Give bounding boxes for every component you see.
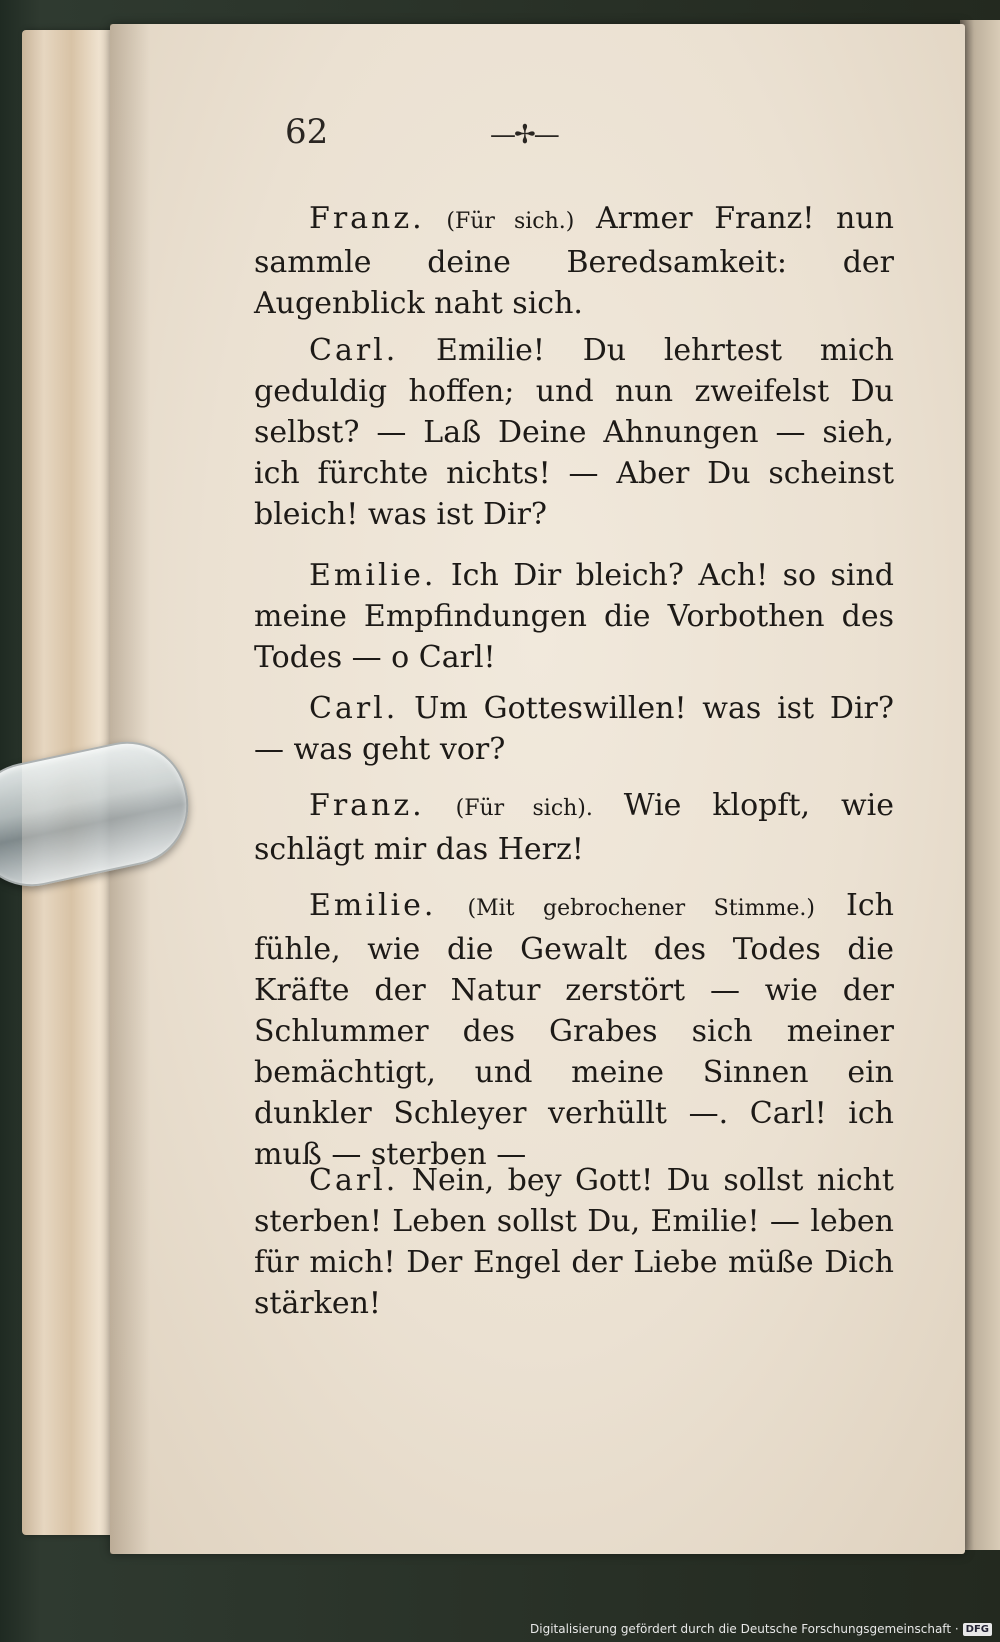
dialogue-paragraph: [254, 198, 894, 324]
dialogue-text: Ich fühle, wie die Gewalt des Todes die Kräfte der Natur zerstört — wie der Schlummer des Grabes sich meiner bemächtigt, und meine Sinnen ein dunkler Schleyer verhüllt —. Carl! ich muß — sterben —: [254, 888, 894, 1172]
page-header: [285, 112, 645, 162]
dialogue-text: Ich Dir bleich? Ach! so sind meine Empfindungen die Vorbothen des Todes — o Carl!: [254, 558, 894, 675]
dialogue-paragraph: [254, 688, 894, 770]
page-stack-right: [960, 20, 1000, 1550]
speaker-name: Emilie.: [309, 888, 437, 923]
dialogue-text: Armer Franz! nun sammle deine Beredsamkeit: der Augenblick naht sich.: [254, 201, 895, 321]
dialogue-text: Nein, bey Gott! Du sollst nicht sterben! Leben sollst Du, Emilie! — leben für mich! Der Engel der Liebe müße Dich stärken!: [254, 1163, 894, 1321]
dfg-logo-icon: DFG: [963, 1623, 992, 1636]
dialogue-paragraph: [254, 785, 894, 870]
speaker-name: Emilie.: [309, 558, 437, 593]
speaker-name: Franz.: [309, 788, 425, 823]
dialogue-text: Emilie! Du lehrtest mich geduldig hoffen; und nun zweifelst Du selbst? — Laß Deine Ahnungen — sieh, ich fürchte nichts! — Aber Du scheinst bleich! was ist Dir?: [254, 333, 894, 532]
speaker-name: Carl.: [309, 333, 399, 368]
stage-direction: (Für sich).: [455, 796, 593, 821]
ornament: —✢—: [490, 120, 558, 150]
speaker-name: Franz.: [309, 201, 425, 236]
dialogue-paragraph: [254, 330, 894, 535]
speaker-name: Carl.: [309, 691, 399, 726]
dialogue-paragraph: [254, 555, 894, 678]
dialogue-paragraph: [254, 1160, 894, 1324]
footer-credit: [530, 1622, 992, 1636]
dialogue-text: Um Gotteswillen! was ist Dir? — was geht vor?: [254, 691, 894, 767]
stage-direction: (Für sich.): [446, 209, 575, 234]
dialogue-paragraph: [254, 885, 894, 1175]
dialogue-text: Wie klopft, wie schlägt mir das Herz!: [254, 788, 894, 867]
speaker-name: Carl.: [309, 1163, 399, 1198]
footer-text: Digitalisierung gefördert durch die Deutsche Forschungsgemeinschaft ·: [530, 1622, 959, 1636]
page-number: 62: [285, 112, 329, 152]
stage-direction: (Mit gebrochener Stimme.): [467, 896, 815, 921]
